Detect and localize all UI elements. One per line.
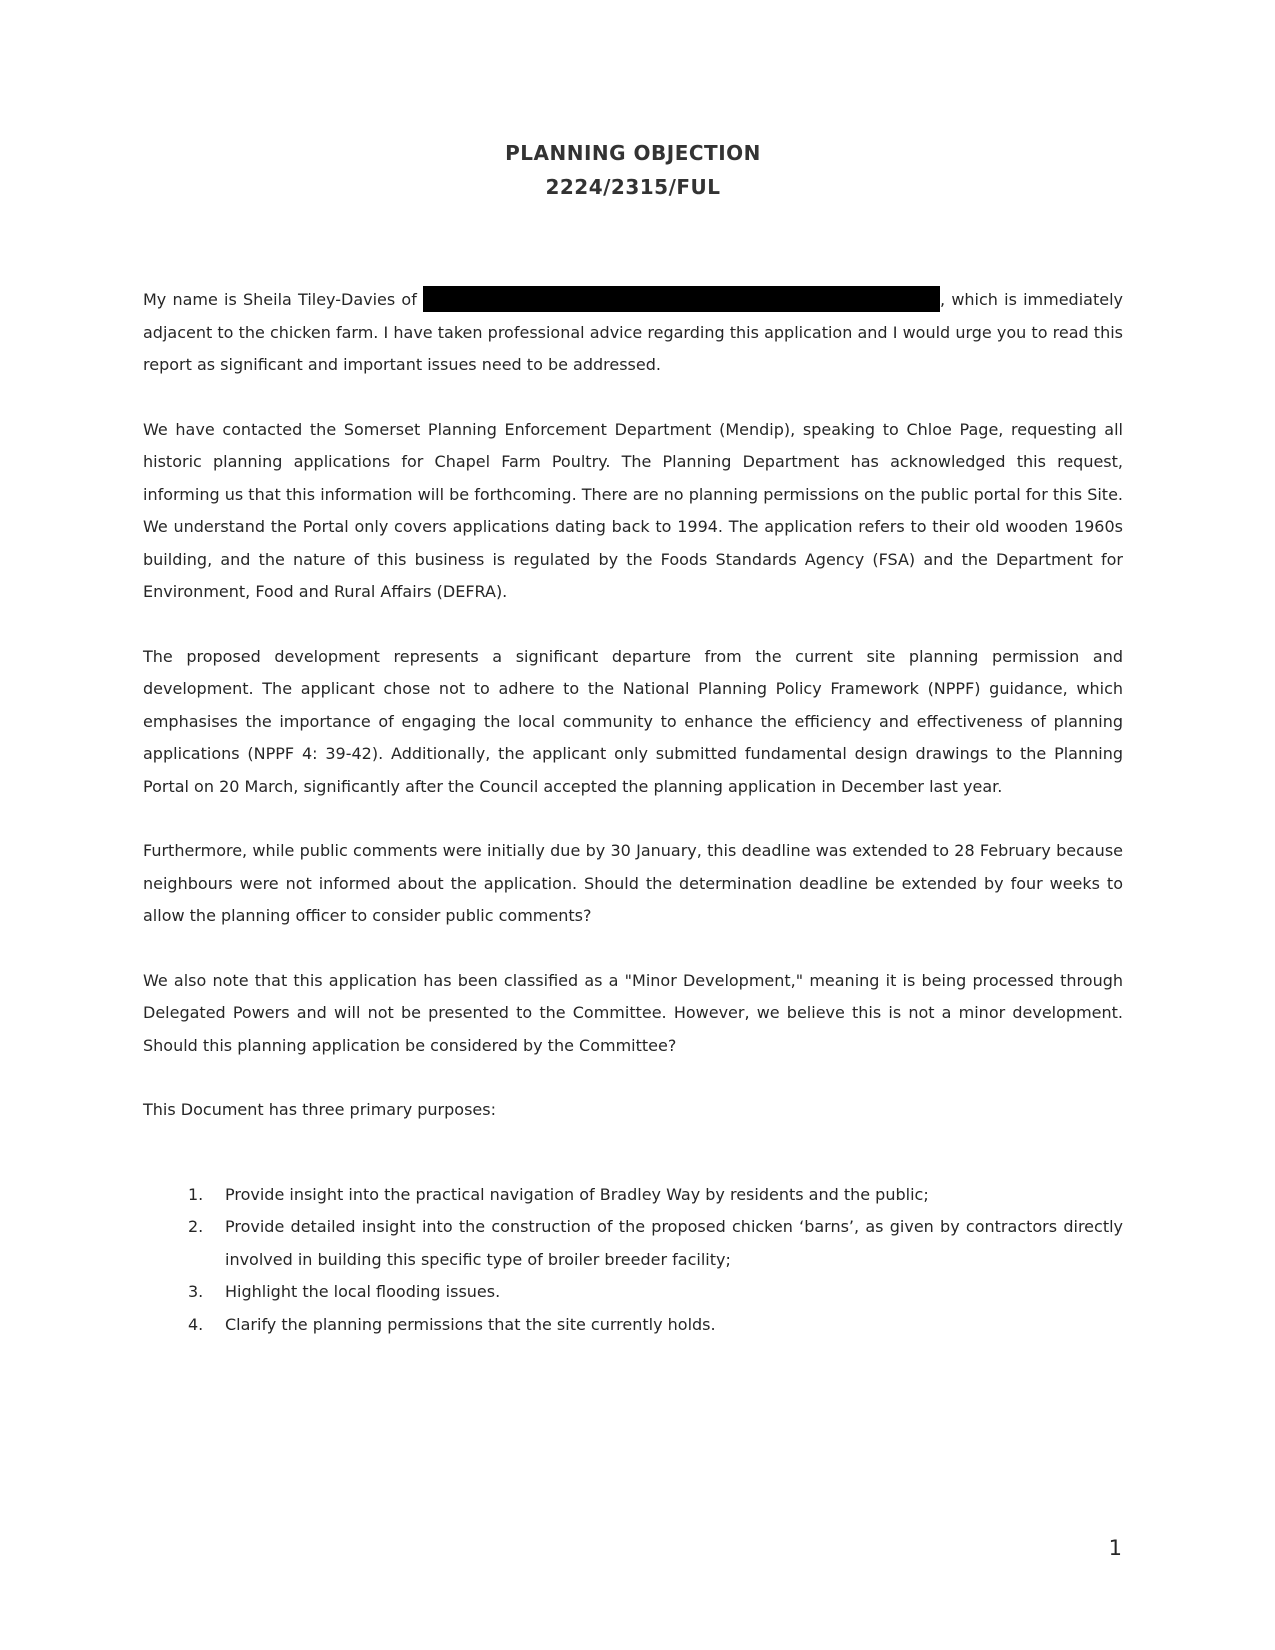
redaction-bar [423,286,940,312]
document-reference: 2224/2315/FUL [545,175,721,199]
paragraph-minor-development: We also note that this application has been classified as a "Minor Development," meaning it is being processed through Delegated Powers and will not be presented to the Committee. However, we believe this is not a minor development. Should this planning application be considered by the Committee? [143,970,1123,1055]
purpose-item-2-text: Provide detailed insight into the construction of the proposed chicken ‘barns’, as given by contractors directly involved in building this specific type of broiler breeder facility; [225,1217,1123,1269]
purpose-item-1-text: Provide insight into the practical navigation of Bradley Way by residents and the public; [225,1184,929,1204]
purpose-list [143,1179,1123,1342]
intro-text-after-redaction: , which is immediately adjacent to the chicken farm. I have taken professional advice regarding this application and I would urge you to read this report as significant and important issues need to be addressed. [143,290,1123,374]
purpose-item-4-number: 4. [188,1314,204,1334]
paragraph-enforcement-contact: We have contacted the Somerset Planning Enforcement Department (Mendip), speaking to Chloe Page, requesting all historic planning applications for Chapel Farm Poultry. The Planning Department has acknowledged this request, informing us that this information will be forthcoming. There are no planning permissions on the public portal for this Site. We understand the Portal only covers applications dating back to 1994. The application refers to their old wooden 1960s building, and the nature of this business is regulated by the Foods Standards Agency (FSA) and the Department for Environment, Food and Rural Affairs (DEFRA). [143,419,1123,601]
purpose-item-2 [143,1211,1123,1276]
intro-text-before-redaction: My name is Sheila Tiley-Davies of [143,290,424,309]
purpose-item-3-number: 3. [188,1282,204,1301]
document-header [143,136,1123,204]
purposes-intro: This Document has three primary purposes: [143,1100,496,1119]
purpose-item-1-number: 1. [188,1184,204,1204]
paragraph-comment-deadline: Furthermore, while public comments were initially due by 30 January, this deadline was extended to 28 February because neighbours were not informed about the application. Should the determination deadline be extended by four weeks to allow the planning officer to consider public comments? [143,841,1123,925]
purpose-item-2-number: 2. [188,1217,204,1236]
purpose-item-1 [143,1179,1123,1212]
page-number: 1 [1108,1536,1122,1560]
paragraph-nppf-departure: The proposed development represents a significant departure from the current site planning permission and development. The applicant chose not to adhere to the National Planning Policy Framework (NPPF) guidance, which emphasises the importance of engaging the local community to enhance the efficiency and effectiveness of planning applications (NPPF 4: 39-42). Additionally, the applicant only submitted fundamental design drawings to the Planning Portal on 20 March, significantly after the Council accepted the planning application in December last year. [143,646,1123,796]
purpose-item-4 [143,1309,1123,1342]
purpose-item-3 [143,1276,1123,1309]
intro-paragraph [143,284,1123,382]
document-title: PLANNING OBJECTION [505,141,761,165]
purpose-item-3-text: Highlight the local flooding issues. [225,1282,501,1301]
purpose-item-4-text: Clarify the planning permissions that the site currently holds. [225,1314,716,1334]
